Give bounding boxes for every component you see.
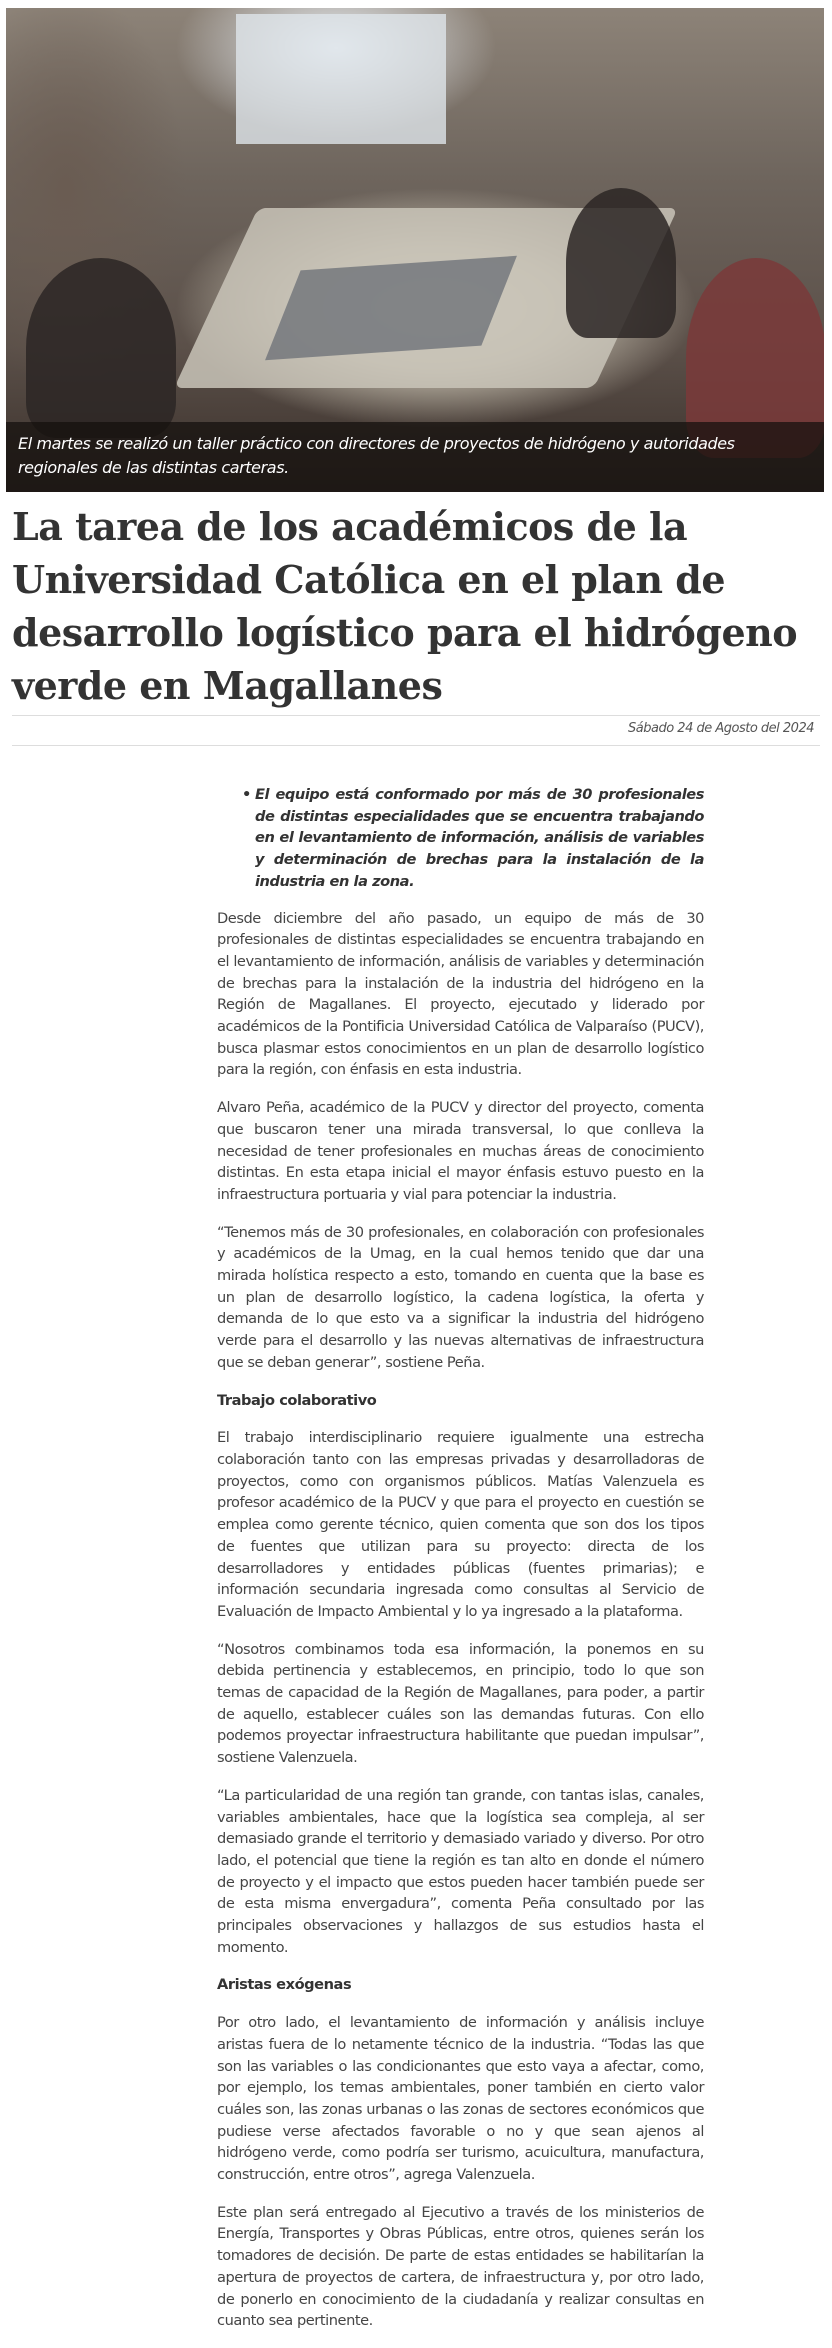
table-map xyxy=(265,256,517,360)
bullet-icon: • xyxy=(242,786,251,803)
lead-summary xyxy=(242,784,704,893)
lead-text: El equipo está conformado por más de 30 profesionales de distintas especialidades que se encuentra trabajando en el levantamiento de información, análisis de variables y determinación de brechas para la instalación de la industria en la zona. xyxy=(255,786,704,890)
publish-date: Sábado 24 de Agosto del 2024 xyxy=(628,721,814,736)
paragraph: Por otro lado, el levantamiento de información y análisis incluye aristas fuera de lo netamente técnico de la industria. “Todas las que son las variables o las condicionantes que esto vaya a afectar, como, por ejemplo, los temas ambientales, poner también en cierto valor cuáles son, las zonas urbanas o las zonas de sectores económicos que pudiese verse afectados favorable o no y que sean ajenos al hidrógeno verde, como podría ser turismo, acuicultura, manufactura, construcción, entre otros”, agrega Valenzuela. xyxy=(217,2014,704,2184)
paragraph: “Nosotros combinamos toda esa información, la ponemos en su debida pertinencia y establecemos, en principio, todo lo que son temas de capacidad de la Región de Magallanes, para poder, a partir de aquello, establecer cuáles son las demandas futuras. Con ello podemos proyectar infraestructura habilitante que puedan impulsar”, sostiene Valenzuela. xyxy=(217,1640,704,1767)
article-title: La tarea de los académicos de la Universidad Católica en el plan de desarrollo logístico para el hidrógeno verde en Magallanes xyxy=(12,504,798,708)
lead-item xyxy=(242,784,704,893)
photo-caption: El martes se realizó un taller práctico con directores de proyectos de hidrógeno y autoridades regionales de las distintas carteras. xyxy=(6,422,824,492)
paragraph: Este plan será entregado al Ejecutivo a través de los ministerios de Energía, Transportes y Obras Públicas, entre otros, quienes serán los tomadores de decisión. De parte de estas entidades se habilitarían la apertura de proyectos de cartera, de infraestructura y, por otro lado, de ponerlo en conocimiento de la ciudadanía y realizar consultas en cuanto sea pertinente. xyxy=(217,2203,704,2330)
paragraph: “Tenemos más de 30 profesionales, en colaboración con profesionales y académicos de la Umag, en la cual hemos tenido que dar una mirada holística respecto a esto, tomando en cuenta que la base es un plan de desarrollo logístico, la cadena logística, la oferta y demanda de lo que esto va a significar la industria del hidrógeno verde para el desarrollo y las nuevas alternativas de infraestructura que se deban generar”, sostiene Peña. xyxy=(217,1223,704,1371)
photo-person xyxy=(566,188,676,338)
divider xyxy=(12,715,820,716)
paragraph: “La particularidad de una región tan grande, con tantas islas, canales, variables ambientales, hace que la logística sea compleja, al ser demasiado grande el territorio y demasiado variado y diverso. Por otro lado, el potencial que tiene la región es tan alto en donde el número de proyecto y el impacto que estos pueden hacer también puede ser de esta misma envergadura”, comenta Peña consultado por las principales observaciones y hallazgos de sus estudios hasta el momento. xyxy=(217,1786,704,1956)
hero-photo xyxy=(6,8,824,492)
paragraph: Desde diciembre del año pasado, un equipo de más de 30 profesionales de distintas especialidades se encuentra trabajando en el levantamiento de información, análisis de variables y determinación de brechas para la instalación de la industria del hidrógeno en la Región de Magallanes. El proyecto, ejecutado y liderado por académicos de la Pontificia Universidad Católica de Valparaíso (PUCV), busca plasmar estos conocimientos en un plan de desarrollo logístico para la región, con énfasis en esta industria. xyxy=(217,909,704,1079)
section-heading: Aristas exógenas xyxy=(217,1976,352,1994)
paragraph: Alvaro Peña, académico de la PUCV y director del proyecto, comenta que buscaron tener una mirada transversal, lo que conlleva la necesidad de tener profesionales en muchas áreas de conocimiento distintas. En esta etapa inicial el mayor énfasis estuvo puesto en la infraestructura portuaria y vial para potenciar la industria. xyxy=(217,1099,704,1203)
section-heading: Trabajo colaborativo xyxy=(217,1391,377,1409)
projector-screen xyxy=(236,14,446,144)
photo-person xyxy=(26,258,176,438)
article-body xyxy=(217,784,704,2348)
divider xyxy=(12,745,820,746)
paragraph: El trabajo interdisciplinario requiere igualmente una estrecha colaboración tanto con las empresas privadas y desarrolladoras de proyectos, como con organismos públicos. Matías Valenzuela es profesor académico de la PUCV y que para el proyecto en cuestión se emplea como gerente técnico, quien comenta que son dos los tipos de fuentes que utilizan para su proyecto: directa de los desarrolladores y entidades públicas (fuentes primarias); e información secundaria ingresada como consultas al Servicio de Evaluación de Impacto Ambiental y lo ya ingresado a la plataforma. xyxy=(217,1429,704,1620)
